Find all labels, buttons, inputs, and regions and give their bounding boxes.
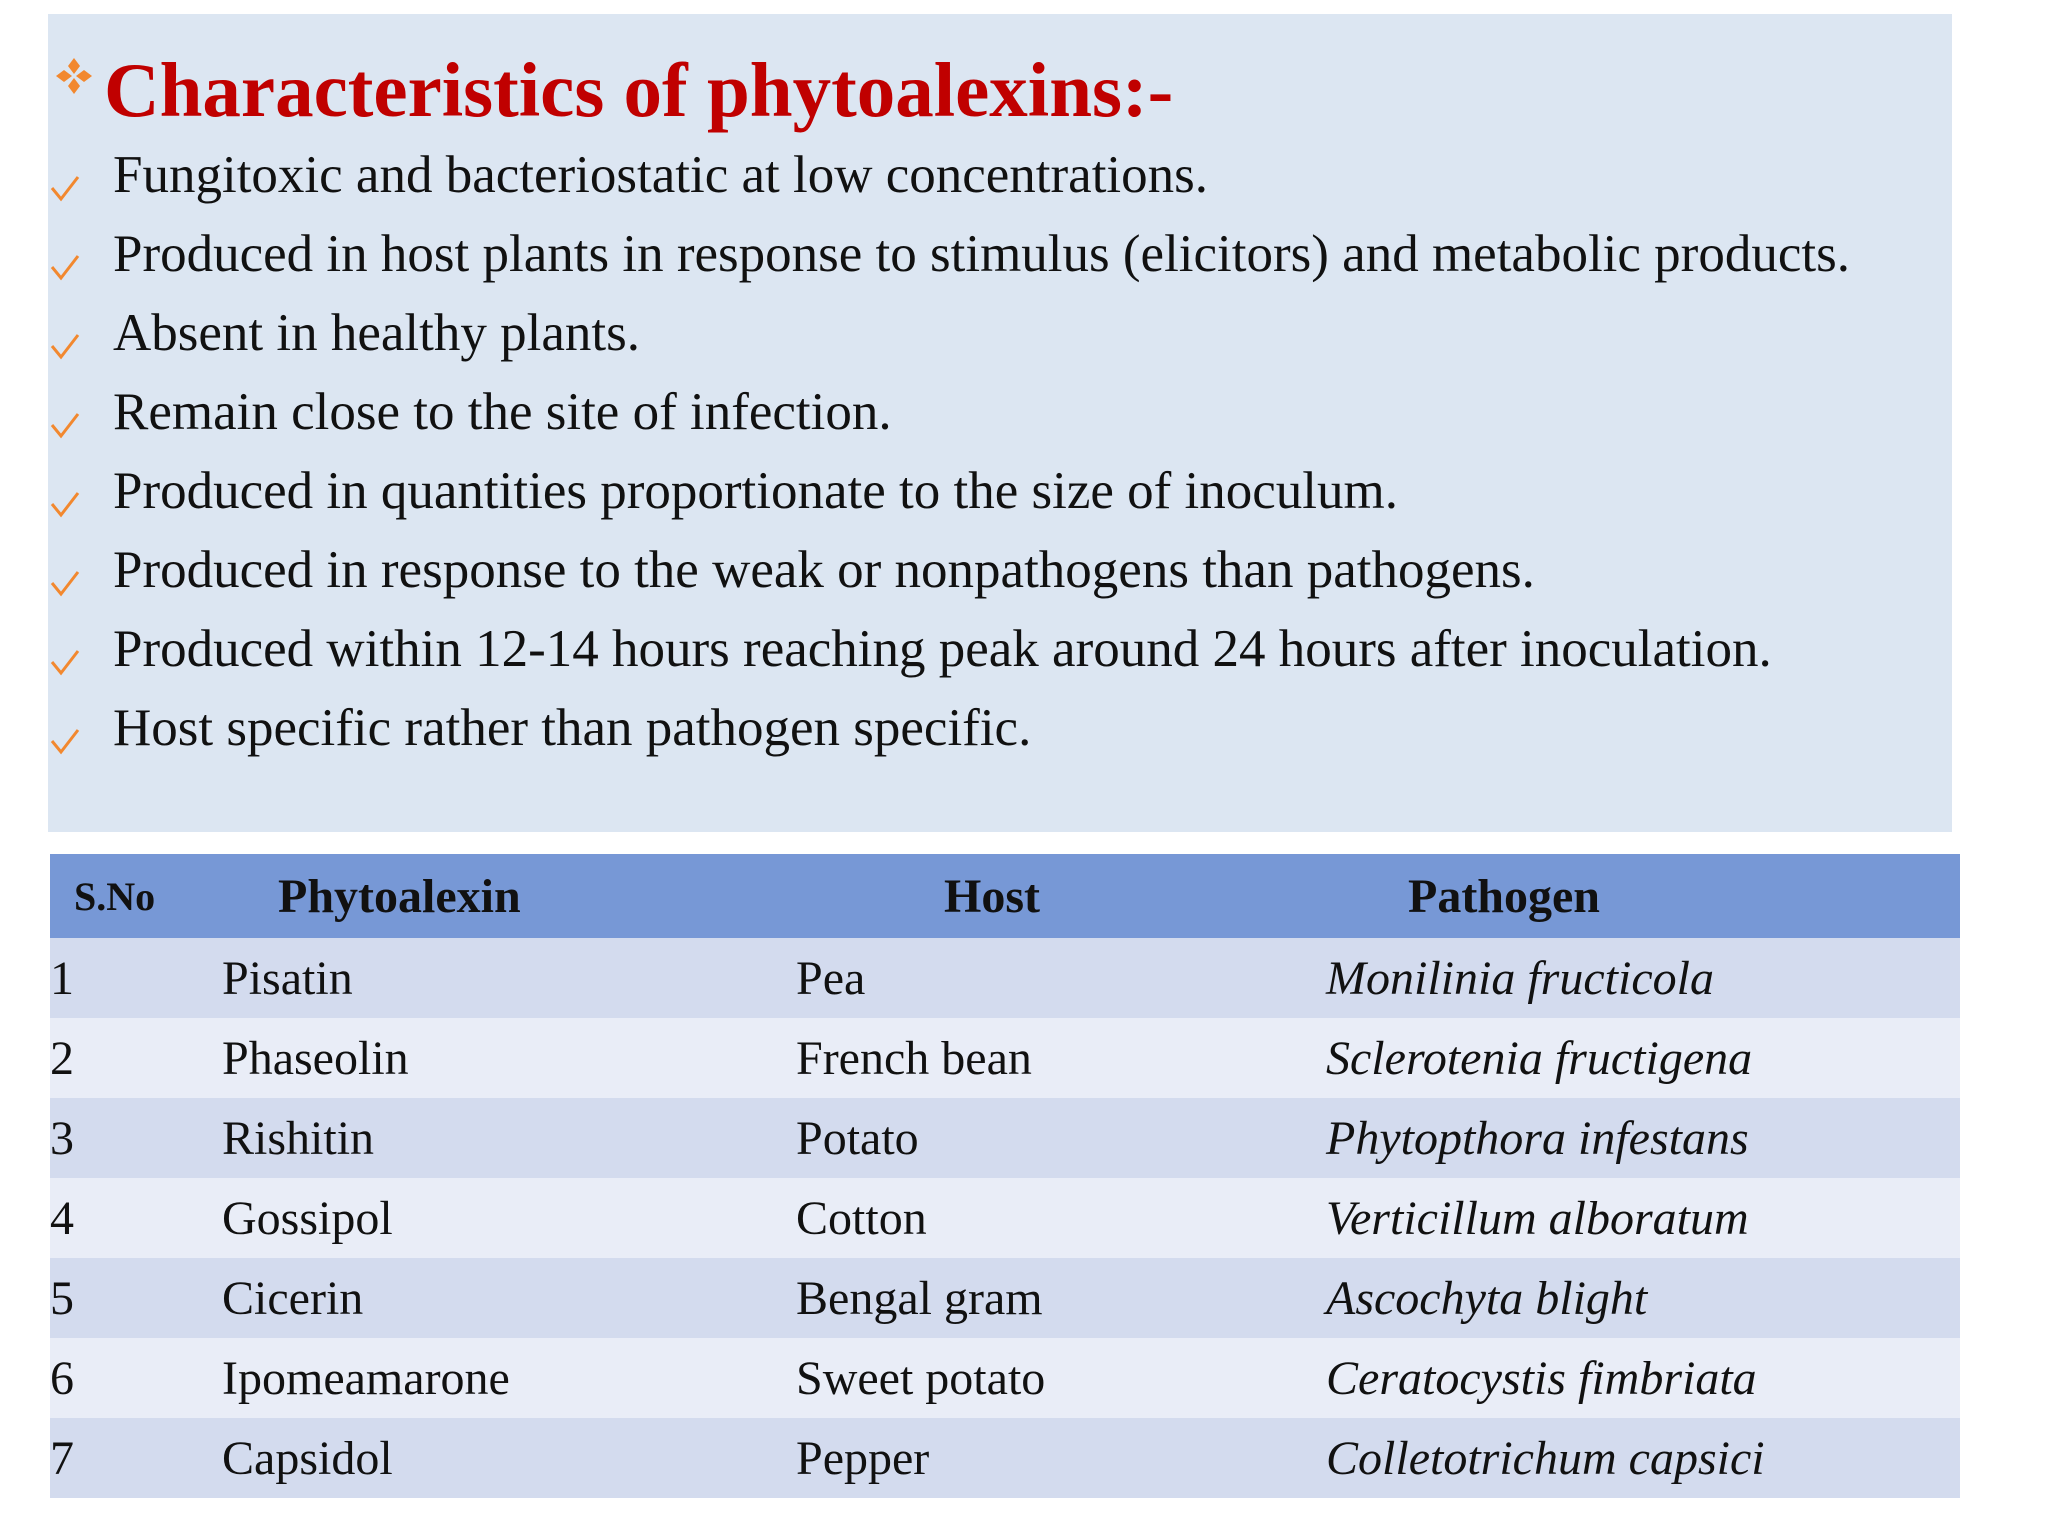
list-item (48, 614, 1952, 684)
list-item (48, 456, 1952, 526)
list-item (48, 140, 1952, 210)
cell-host: Pepper (796, 1431, 930, 1485)
list-item (48, 693, 1952, 763)
cell-pathogen: Sclerotenia fructigena (1326, 1031, 1753, 1085)
list-item (48, 377, 1952, 447)
title-row (54, 42, 1173, 138)
list-item-text: Produced in response to the weak or nonpathogens than pathogens. (113, 541, 1535, 599)
list-item-text: Host specific rather than pathogen specific. (113, 699, 1032, 757)
list-item (48, 535, 1952, 605)
table-row (50, 1098, 1960, 1178)
list-item-text: Produced in quantities proportionate to the size of inoculum. (113, 462, 1398, 520)
cell-phytoalexin: Rishitin (222, 1111, 375, 1165)
cell-pathogen: Colletotrichum capsici (1326, 1431, 1765, 1485)
cell-sno: 7 (50, 1431, 74, 1485)
phytoalexin-table (50, 854, 1960, 1498)
checkmark-icon (48, 707, 82, 741)
list-item-text: Produced in host plants in response to stimulus (elicitors) and metabolic products. (113, 225, 1850, 283)
cell-sno: 3 (50, 1111, 74, 1165)
cell-pathogen: Ascochyta blight (1326, 1271, 1648, 1325)
checkmark-icon (48, 391, 82, 425)
cell-phytoalexin: Ipomeamarone (222, 1351, 510, 1405)
cell-sno: 4 (50, 1191, 74, 1245)
cell-sno: 5 (50, 1271, 74, 1325)
cell-pathogen: Verticillum alboratum (1326, 1191, 1749, 1245)
cell-sno: 1 (50, 951, 74, 1005)
cell-pathogen: Ceratocystis fimbriata (1326, 1351, 1757, 1405)
characteristics-list (48, 140, 1952, 772)
cell-host: Cotton (796, 1191, 927, 1245)
checkmark-icon (48, 233, 82, 267)
cell-phytoalexin: Gossipol (222, 1191, 393, 1245)
list-item-text: Absent in healthy plants. (113, 304, 640, 362)
checkmark-icon (48, 549, 82, 583)
header-pathogen: Pathogen (1408, 869, 1600, 923)
four-diamond-icon (54, 56, 94, 96)
cell-pathogen: Monilinia fructicola (1326, 951, 1714, 1005)
checkmark-icon (48, 470, 82, 504)
table-row (50, 1418, 1960, 1498)
cell-host: Pea (796, 951, 866, 1005)
list-item-text: Produced within 12-14 hours reaching peak around 24 hours after inoculation. (113, 620, 1772, 678)
cell-phytoalexin: Cicerin (222, 1271, 364, 1325)
header-host: Host (944, 869, 1040, 923)
cell-phytoalexin: Pisatin (222, 951, 353, 1005)
cell-phytoalexin: Phaseolin (222, 1031, 409, 1085)
header-sno: S.No (74, 873, 156, 919)
cell-sno: 6 (50, 1351, 74, 1405)
cell-host: Sweet potato (796, 1351, 1046, 1405)
page-title: Characteristics of phytoalexins:- (104, 47, 1174, 133)
table-row (50, 1258, 1960, 1338)
table-row (50, 1178, 1960, 1258)
table-row (50, 938, 1960, 1018)
list-item-text: Fungitoxic and bacteriostatic at low concentrations. (113, 146, 1209, 204)
cell-host: Bengal gram (796, 1271, 1043, 1325)
header-phytoalexin: Phytoalexin (278, 869, 521, 923)
table-row (50, 1338, 1960, 1418)
cell-pathogen: Phytopthora infestans (1326, 1111, 1749, 1165)
checkmark-icon (48, 154, 82, 188)
cell-host: Potato (796, 1111, 919, 1165)
table-header-row (50, 854, 1960, 938)
cell-phytoalexin: Capsidol (222, 1431, 393, 1485)
list-item (48, 298, 1952, 368)
list-item (48, 219, 1952, 289)
checkmark-icon (48, 628, 82, 662)
cell-host: French bean (796, 1031, 1032, 1085)
table-row (50, 1018, 1960, 1098)
checkmark-icon (48, 312, 82, 346)
cell-sno: 2 (50, 1031, 74, 1085)
list-item-text: Remain close to the site of infection. (113, 383, 892, 441)
